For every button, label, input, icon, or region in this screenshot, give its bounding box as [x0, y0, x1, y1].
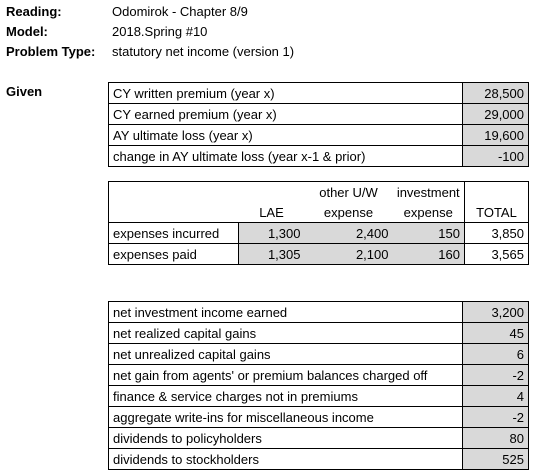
header-total: TOTAL — [465, 202, 529, 223]
table-row — [109, 428, 529, 449]
premium-row-value: 28,500 — [463, 83, 529, 104]
expense-investment-cell: 160 — [393, 244, 465, 265]
expense-total-cell: 3,565 — [465, 244, 529, 265]
income-row-value: 6 — [463, 344, 529, 365]
income-row-label: net unrealized capital gains — [109, 344, 463, 365]
table-row — [109, 365, 529, 386]
given-label: Given — [6, 84, 43, 99]
premium-row-label: CY written premium (year x) — [109, 83, 463, 104]
income-row-value: -2 — [463, 407, 529, 428]
expense-lae-cell: 1,300 — [239, 223, 305, 244]
income-row-label: finance & service charges not in premiums — [109, 386, 463, 407]
income-row-value: 525 — [463, 449, 529, 470]
income-row-label: aggregate write-ins for miscellaneous income — [109, 407, 463, 428]
table-row — [109, 83, 529, 104]
problem-type-value: statutory net income (version 1) — [112, 44, 295, 59]
header-investment: investment — [393, 182, 465, 203]
income-row-value: 80 — [463, 428, 529, 449]
expense-table — [108, 181, 529, 265]
income-row-value: 3,200 — [463, 302, 529, 323]
table-row — [109, 146, 529, 167]
income-row-label: dividends to stockholders — [109, 449, 463, 470]
table-row — [109, 449, 529, 470]
table-row — [109, 223, 529, 244]
expense-row-label: expenses incurred — [109, 223, 239, 244]
income-row-value: 4 — [463, 386, 529, 407]
table-row — [109, 344, 529, 365]
premium-row-label: CY earned premium (year x) — [109, 104, 463, 125]
expense-other-uw-cell: 2,400 — [305, 223, 393, 244]
header-other-uw-expense: expense — [323, 204, 374, 220]
header-investment-expense: expense — [403, 204, 453, 220]
income-row-label: net gain from agents' or premium balances charged off — [109, 365, 463, 386]
income-row-value: 45 — [463, 323, 529, 344]
reading-label: Reading: — [6, 4, 62, 19]
model-label: Model: — [6, 24, 48, 39]
premium-table — [108, 82, 529, 167]
header-other-uw: other U/W — [305, 182, 393, 203]
premium-row-value: 19,600 — [463, 125, 529, 146]
premium-row-label: change in AY ultimate loss (year x-1 & prior) — [109, 146, 463, 167]
table-row — [109, 302, 529, 323]
expense-row-label: expenses paid — [109, 244, 239, 265]
income-table — [108, 301, 529, 470]
expense-header-row-bottom — [109, 202, 529, 223]
model-value: 2018.Spring #10 — [112, 24, 208, 39]
expense-other-uw-cell: 2,100 — [305, 244, 393, 265]
table-row — [109, 323, 529, 344]
header-lae: LAE — [259, 204, 284, 220]
expense-header-row-top — [109, 182, 529, 203]
table-row — [109, 407, 529, 428]
income-row-label: dividends to policyholders — [109, 428, 463, 449]
table-row — [109, 125, 529, 146]
premium-row-value: 29,000 — [463, 104, 529, 125]
income-row-label: net realized capital gains — [109, 323, 463, 344]
table-row — [109, 244, 529, 265]
income-row-label: net investment income earned — [109, 302, 463, 323]
problem-type-label: Problem Type: — [6, 44, 96, 59]
expense-lae-cell: 1,305 — [239, 244, 305, 265]
income-row-value: -2 — [463, 365, 529, 386]
table-row — [109, 104, 529, 125]
table-row — [109, 386, 529, 407]
premium-row-label: AY ultimate loss (year x) — [109, 125, 463, 146]
expense-investment-cell: 150 — [393, 223, 465, 244]
expense-total-cell: 3,850 — [465, 223, 529, 244]
reading-value: Odomirok - Chapter 8/9 — [112, 4, 248, 19]
premium-row-value: -100 — [463, 146, 529, 167]
